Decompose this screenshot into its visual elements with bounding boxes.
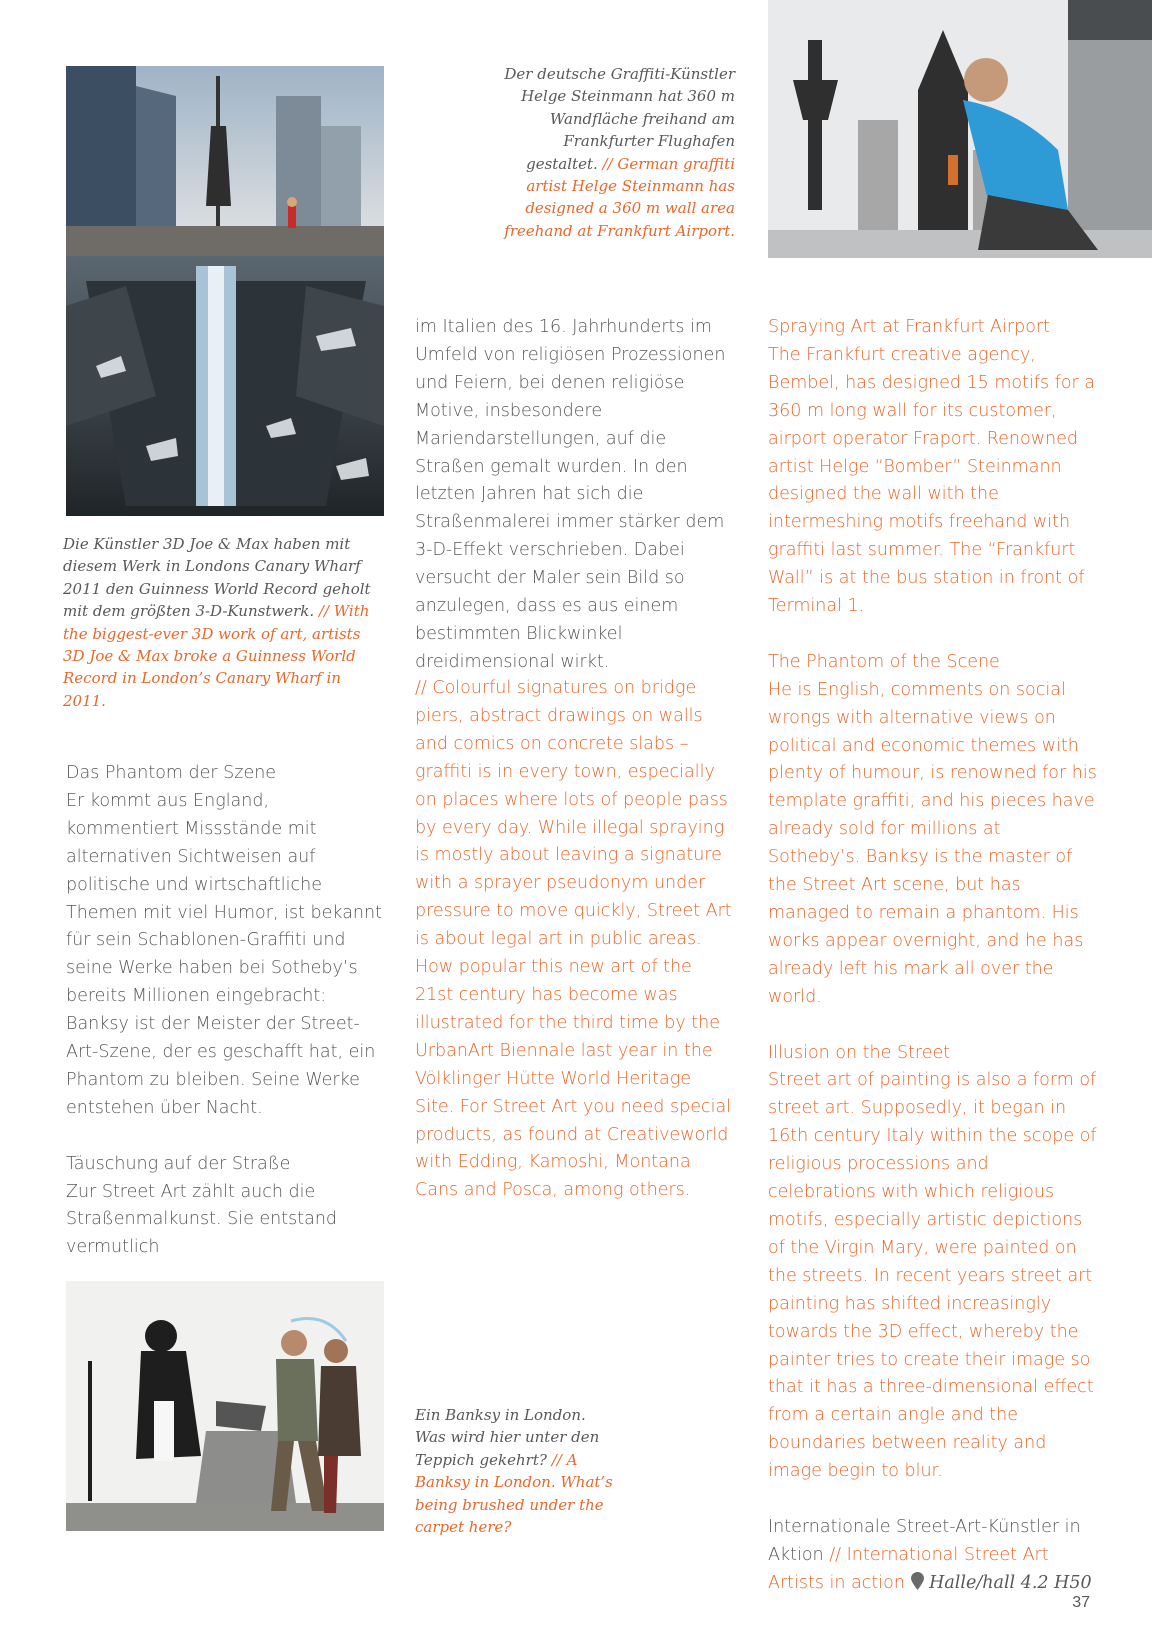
photo-3d-street-art (66, 66, 384, 516)
german-column (66, 760, 384, 1290)
footer-note-de: Internationale Street-Art-Künstler in Aktion (768, 1516, 1081, 1565)
german-illusion-heading: Täuschung auf der Straße (66, 1153, 291, 1174)
photo-graffiti-artist-frankfurt-drawing (768, 0, 1152, 258)
caption-frankfurt-en: // German graffiti artist Helge Steinmann has designed a 360 m wall area freehand at Frankfurt Airport. (504, 154, 735, 240)
caption-banksy (415, 1404, 620, 1538)
german-phantom-heading: Das Phantom der Szene (66, 763, 277, 783)
hall-location: Halle/hall 4.2 H50 (929, 1572, 1092, 1593)
caption-banksy-en: // A Banksy in London. What’s being brushed under the carpet here? (415, 1450, 613, 1537)
location-pin-icon (911, 1572, 924, 1600)
caption-3d-art-de: Die Künstler 3D Joe & Max haben mit diesem Werk in Londons Canary Wharf 2011 den Guinness World Record geholt mit dem größten 3-D-Kunstwerk. (63, 535, 371, 621)
english-illusion-text: Street art of painting is also a form of street art. Supposedly, it began in 16th century Italy within the scope of religious processions and celebrations with which religious motifs, especially artistic depictions of the Virgin Mary, were painted on the streets. In recent years street art painting has shifted increasingly towards the 3D effect, whereby the painter tries to create their image so that it has a three-dimensional effect from a certain angle and the boundaries between reality and image begin to blur. (768, 1070, 1097, 1482)
english-intro-column (415, 675, 733, 1233)
caption-banksy-de: Ein Banksy in London. Was wird hier unter den Teppich gekehrt? (415, 1406, 600, 1469)
english-frankfurt-text: The Frankfurt creative agency, Bembel, has designed 15 motifs for a 360 m long wall for its customer, airport operator Fraport. Renowned artist Helge “Bomber” Steinmann designed the wall with the intermeshing motifs freehand with graffiti last summer. The “Frankfurt Wall” is at the bus station in front of Terminal 1. (768, 344, 1096, 617)
german-phantom-text: Er kommt aus England, kommentiert Missstände mit alternativen Sichtweisen auf politische und wirtschaftliche Themen mit viel Humor, ist bekannt für sein Schablonen-Graffiti und seine Werke haben bei Sotheby’s bereits Millionen eingebracht: Banksy ist der Meister der Street-Art-Szene, der es geschafft hat, ein Phantom zu bleiben. Seine Werke entstehen über Nacht. (66, 790, 382, 1118)
photo-banksy-maid (66, 1281, 384, 1531)
caption-frankfurt-de: Der deutsche Graffiti-Künstler Helge Steinmann hat 360 m Wandfläche freihand am Frankfurter Flughafen gestaltet. (504, 65, 735, 173)
caption-3d-art (63, 533, 383, 712)
photo-banksy-maid-drawing (66, 1281, 384, 1531)
middle-column-german (415, 314, 733, 705)
photo-3d-street-art-drawing (66, 66, 384, 516)
english-intro: // Colourful signatures on bridge piers, abstract drawings on walls and comics on concrete slabs – graffiti is in every town, especially on places where lots of people pass by every day. While illegal spraying is mostly about leaving a signature with a sprayer pseudonym under pressure to move quickly, Street Art is about legal art in public areas. How popular this new art of the 21st century has become was illustrated for the third time by the UrbanArt Biennale last year in the Völklinger Hütte World Heritage Site. For Street Art you need special products, as found at Creativeworld with Edding, Kamoshi, Montana Cans and Posca, among others. (415, 678, 732, 1201)
english-phantom-heading: The Phantom of the Scene (768, 651, 1000, 672)
english-frankfurt-heading: Spraying Art at Frankfurt Airport (768, 317, 1050, 337)
caption-frankfurt (500, 63, 735, 242)
footer-note-en: // International Street Art Artists in action (768, 1544, 1049, 1593)
page-number: 37 (1072, 1594, 1090, 1611)
english-illusion-heading: Illusion on the Street (768, 1042, 951, 1063)
photo-graffiti-artist-frankfurt (768, 0, 1152, 258)
caption-3d-art-en: // With the biggest-ever 3D work of art, artists 3D Joe & Max broke a Guinness World Record in London’s Canary Wharf in 2011. (63, 602, 370, 710)
german-illusion-text: Zur Street Art zählt auch die Straßenmalkunst. Sie entstand vermutlich (66, 1181, 338, 1258)
english-phantom-text: He is English, comments on social wrongs with alternative views on political and economic themes with plenty of humour, is renowned for his template graffiti, and his pieces have already sold for millions at Sotheby’s. Banksy is the master of the Street Art scene, but has managed to remain a phantom. His works appear overnight, and he has already left his mark all over the world. (768, 679, 1097, 1007)
german-illusion-continued: im Italien des 16. Jahrhunderts im Umfeld von religiösen Prozessionen und Feiern, bei denen religiöse Motive, insbesondere Mariendarstellungen, auf die Straßen gemalt wurden. In den letzten Jahren hat sich die Straßenmalerei immer stärker dem 3-D-Effekt verschrieben. Dabei versucht der Maler sein Bild so anzulegen, dass es aus einem bestimmten Blickwinkel dreidimensional wirkt. (415, 317, 726, 672)
english-column (768, 314, 1098, 1600)
